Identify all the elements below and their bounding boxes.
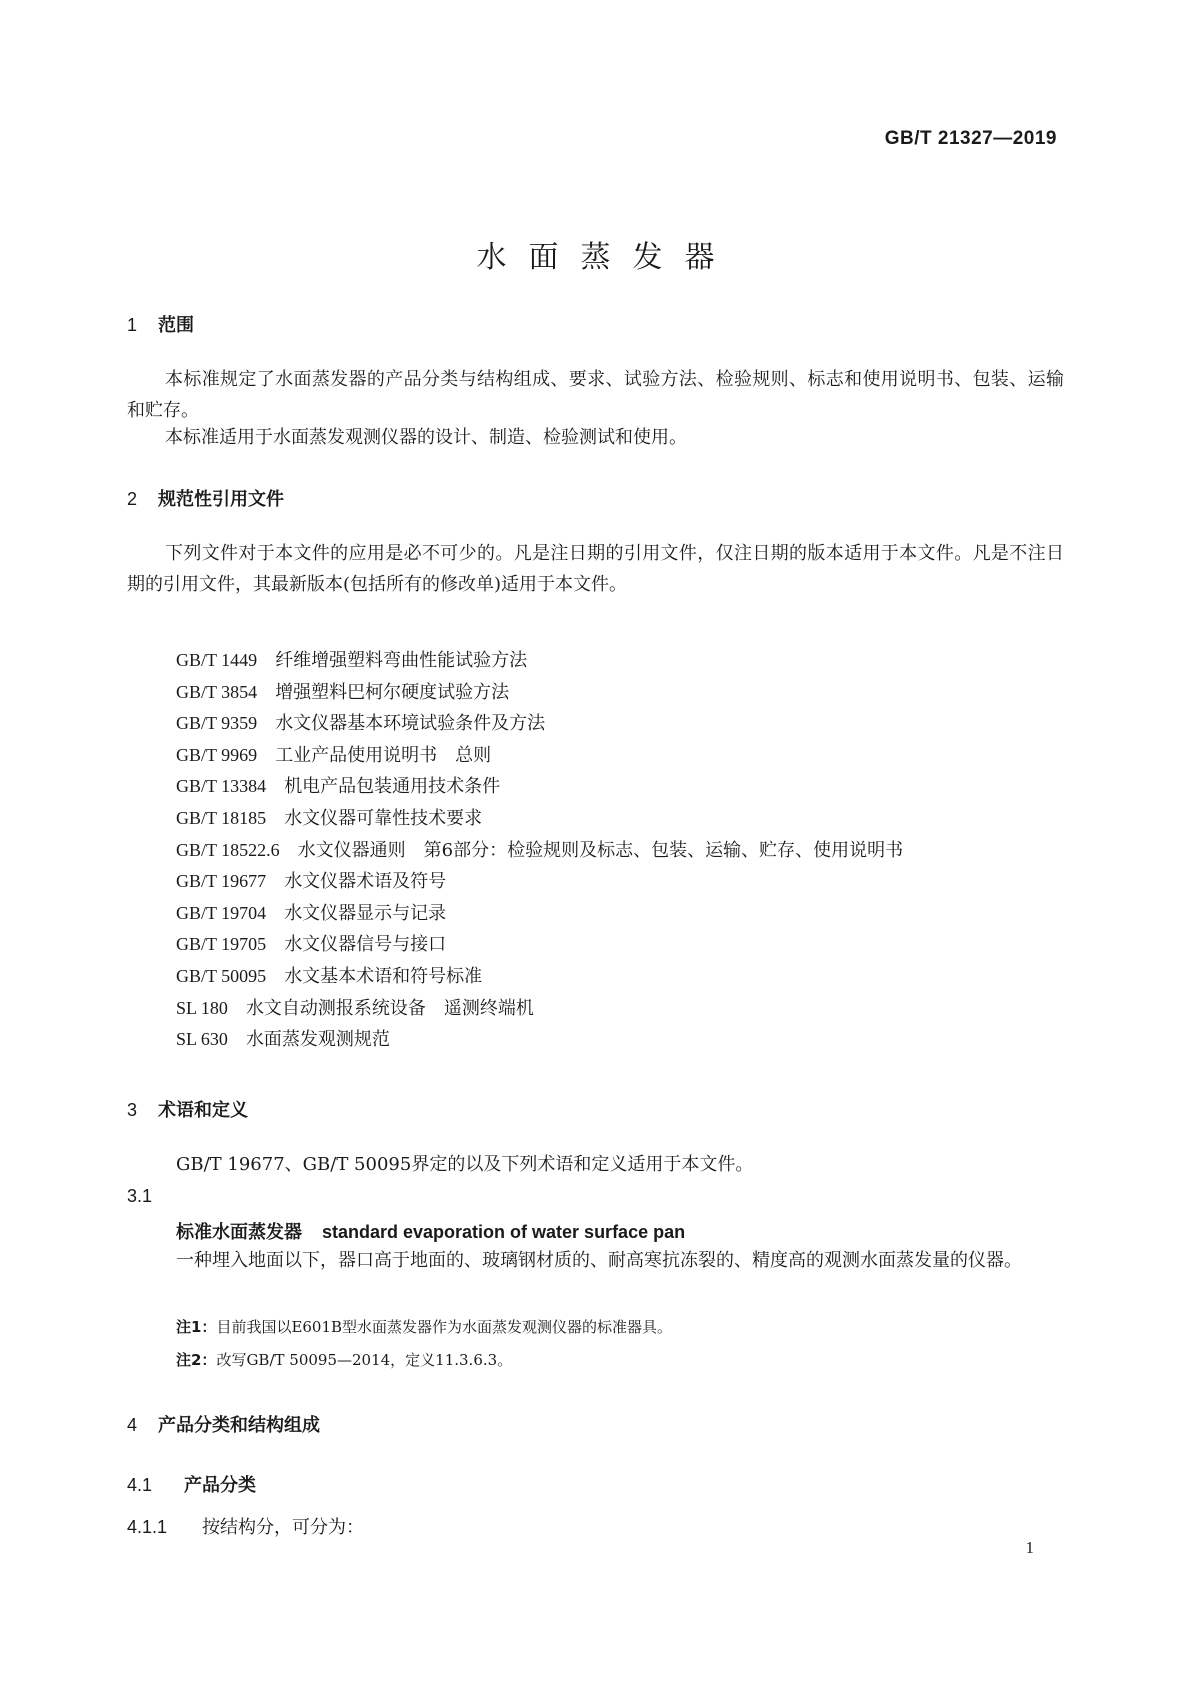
reference-code: GB/T 19677 (176, 871, 267, 892)
reference-item (176, 962, 903, 994)
reference-code: GB/T 18185 (176, 807, 267, 828)
document-title: 水面蒸发器 (476, 240, 737, 275)
reference-title: 水文仪器基本环境试验条件及方法 (275, 713, 546, 735)
clause-number: 4.1.1 (127, 1517, 168, 1537)
reference-title: 水文基本术语和符号标准 (284, 965, 483, 987)
term-heading (176, 1218, 685, 1244)
section-title: 规范性引用文件 (158, 489, 284, 510)
reference-code: SL 180 (176, 997, 228, 1018)
term-note-1 (176, 1316, 672, 1337)
reference-code: GB/T 13384 (176, 776, 267, 797)
reference-item (176, 741, 903, 773)
reference-title: 水文仪器术语及符号 (284, 871, 447, 893)
clause-4-1-1 (127, 1513, 364, 1539)
references-intro: 下列文件对于本文件的应用是必不可少的。凡是注日期的引用文件，仅注日期的版本适用于本文件。凡是不注日期的引用文件，其最新版本(包括所有的修改单)适用于本文件。 (127, 543, 1064, 595)
section-number: 4 (127, 1415, 138, 1435)
reference-item (176, 836, 903, 868)
subsection-4-1-heading (127, 1471, 256, 1497)
reference-title: 工业产品使用说明书 总则 (275, 744, 492, 766)
reference-item (176, 772, 903, 804)
reference-item (176, 930, 903, 962)
page-number: 1 (1025, 1538, 1034, 1557)
reference-code: SL 630 (176, 1029, 228, 1050)
section-1-heading (127, 311, 194, 337)
section-number: 1 (127, 315, 138, 335)
reference-code: GB/T 9969 (176, 744, 258, 765)
subsection-title: 产品分类 (184, 1475, 256, 1496)
reference-list (176, 646, 903, 1057)
reference-item (176, 899, 903, 931)
reference-title: 纤维增强塑料弯曲性能试验方法 (275, 650, 528, 671)
subsection-number: 4.1 (127, 1475, 153, 1495)
section-title: 产品分类和结构组成 (158, 1415, 320, 1436)
section-4-heading (127, 1411, 320, 1437)
reference-title: 水文仪器可靠性技术要求 (284, 807, 483, 829)
scope-paragraph-2: 本标准适用于水面蒸发观测仪器的设计、制造、检验测试和使用。 (165, 427, 687, 448)
reference-title: 水文仪器通则 第6部分：检验规则及标志、包装、运输、贮存、使用说明书 (297, 839, 904, 861)
reference-code: GB/T 9359 (176, 713, 258, 734)
section-title: 范围 (158, 315, 194, 336)
standard-code: GB/T 21327—2019 (884, 128, 1057, 149)
term-name-zh: 标准水面蒸发器 (176, 1222, 302, 1243)
reference-item (176, 867, 903, 899)
reference-code: GB/T 18522.6 (176, 839, 280, 860)
note-label: 注1： (176, 1318, 217, 1336)
section-3-heading (127, 1096, 248, 1122)
clause-text: 按结构分，可分为： (202, 1517, 364, 1538)
reference-code: GB/T 50095 (176, 965, 267, 986)
section-2-heading (127, 485, 284, 511)
reference-title: 水面蒸发观测规范 (245, 1029, 390, 1051)
reference-item (176, 709, 903, 741)
reference-title: 增强塑料巴柯尔硬度试验方法 (275, 681, 510, 703)
reference-title: 水文自动测报系统设备 遥测终端机 (245, 997, 534, 1019)
reference-item (176, 1025, 903, 1057)
term-number: 3.1 (127, 1186, 153, 1206)
term-note-2 (176, 1349, 512, 1370)
reference-title: 机电产品包装通用技术条件 (284, 776, 501, 798)
reference-code: GB/T 3854 (176, 681, 258, 702)
reference-item (176, 804, 903, 836)
terms-intro: GB/T 19677、GB/T 50095界定的以及下列术语和定义适用于本文件。 (176, 1154, 754, 1175)
reference-title: 水文仪器显示与记录 (284, 902, 447, 924)
reference-title: 水文仪器信号与接口 (284, 934, 447, 956)
note-text: 改写GB/T 50095—2014，定义11.3.6.3。 (216, 1351, 513, 1369)
scope-paragraph-1: 本标准规定了水面蒸发器的产品分类与结构组成、要求、试验方法、检验规则、标志和使用说明书、包装、运输和贮存。 (127, 369, 1064, 421)
reference-code: GB/T 1449 (176, 650, 258, 670)
term-name-en: standard evaporation of water surface pan (322, 1222, 686, 1242)
reference-code: GB/T 19704 (176, 902, 267, 923)
note-label: 注2： (176, 1351, 217, 1369)
section-title: 术语和定义 (158, 1100, 248, 1121)
reference-code: GB/T 19705 (176, 934, 267, 955)
term-definition: 一种埋入地面以下，器口高于地面的、玻璃钢材质的、耐高寒抗冻裂的、精度高的观测水面蒸发量的仪器。 (176, 1250, 1022, 1271)
reference-item (176, 994, 903, 1026)
note-text: 目前我国以E601B型水面蒸发器作为水面蒸发观测仪器的标准器具。 (216, 1318, 673, 1336)
section-number: 3 (127, 1100, 138, 1120)
reference-item (176, 678, 903, 710)
reference-item (176, 646, 903, 678)
section-number: 2 (127, 489, 138, 509)
